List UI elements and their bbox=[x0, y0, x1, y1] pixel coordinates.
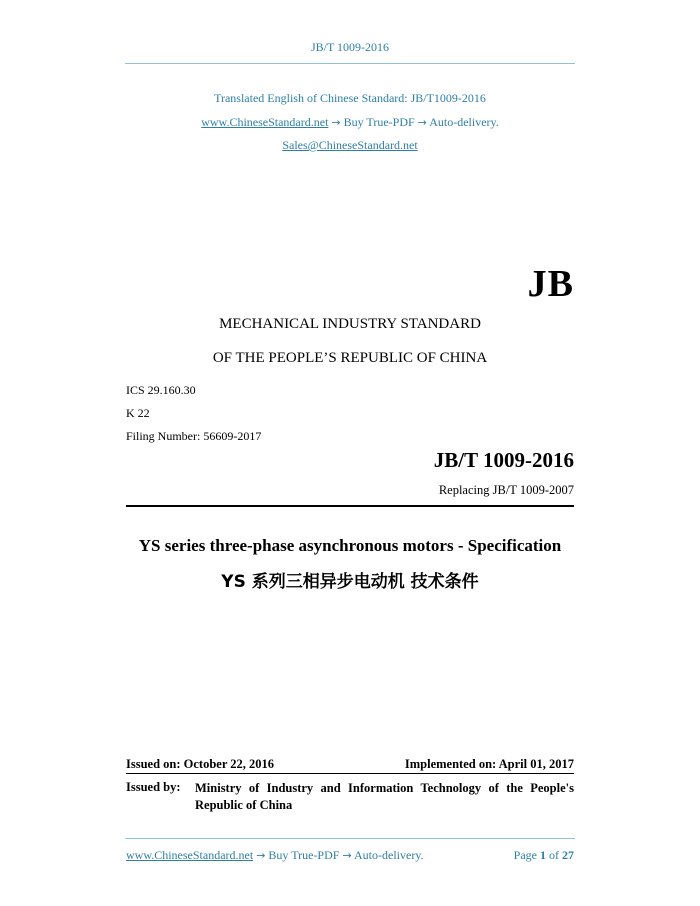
issued-by-label: Issued by: bbox=[126, 780, 181, 794]
promo-email-link[interactable]: Sales@ChineseStandard.net bbox=[282, 138, 418, 152]
title-divider bbox=[126, 505, 574, 507]
ics-code: ICS 29.160.30 bbox=[126, 383, 196, 397]
footer-delivery-text: Auto-delivery. bbox=[354, 848, 424, 862]
promo-delivery-text: Auto-delivery. bbox=[429, 115, 499, 129]
header-divider bbox=[125, 63, 575, 64]
page-current: 1 bbox=[540, 848, 546, 862]
issue-divider bbox=[126, 773, 574, 774]
standard-number: JB/T 1009-2016 bbox=[433, 448, 574, 472]
promo-buy-text: Buy True-PDF bbox=[343, 115, 415, 129]
document-title-english: YS series three-phase asynchronous motors - Specification bbox=[138, 536, 562, 555]
arrow-right-icon: → bbox=[342, 849, 352, 862]
classification-code: K 22 bbox=[126, 406, 150, 420]
page-indicator bbox=[514, 848, 574, 863]
footer-divider bbox=[125, 838, 575, 839]
page-of: of bbox=[549, 848, 559, 862]
promo-translation-line: Translated English of Chinese Standard: JB/T1009-2016 bbox=[214, 91, 486, 105]
issued-on-date: Issued on: October 22, 2016 bbox=[126, 757, 275, 771]
footer-buy-text: Buy True-PDF bbox=[268, 848, 340, 862]
standard-type-mark: JB bbox=[527, 263, 574, 305]
issuer-heading-line1: MECHANICAL INDUSTRY STANDARD bbox=[219, 316, 481, 332]
page-label: Page bbox=[513, 848, 537, 862]
replacing-standard: Replacing JB/T 1009-2007 bbox=[438, 483, 574, 497]
promo-site-link[interactable]: www.ChineseStandard.net bbox=[201, 115, 329, 129]
issuer-heading-line2: OF THE PEOPLE’S REPUBLIC OF CHINA bbox=[212, 350, 488, 366]
page-total: 27 bbox=[562, 848, 574, 862]
filing-number: Filing Number: 56609-2017 bbox=[126, 429, 262, 443]
promo-email-line bbox=[0, 138, 700, 153]
implemented-on-date: Implemented on: April 01, 2017 bbox=[404, 757, 574, 771]
arrow-right-icon: → bbox=[331, 116, 341, 129]
footer-buy-line bbox=[126, 848, 424, 863]
arrow-right-icon: → bbox=[256, 849, 266, 862]
header-standard-code: JB/T 1009-2016 bbox=[310, 40, 390, 54]
document-title-chinese: YS 系列三相异步电动机 技术条件 bbox=[221, 572, 479, 592]
footer-site-link[interactable]: www.ChineseStandard.net bbox=[126, 848, 254, 862]
issued-by-text: Ministry of Industry and Information Technology of the People's Republic of China bbox=[195, 781, 574, 812]
arrow-right-icon: → bbox=[417, 116, 427, 129]
promo-buy-line bbox=[0, 115, 700, 130]
